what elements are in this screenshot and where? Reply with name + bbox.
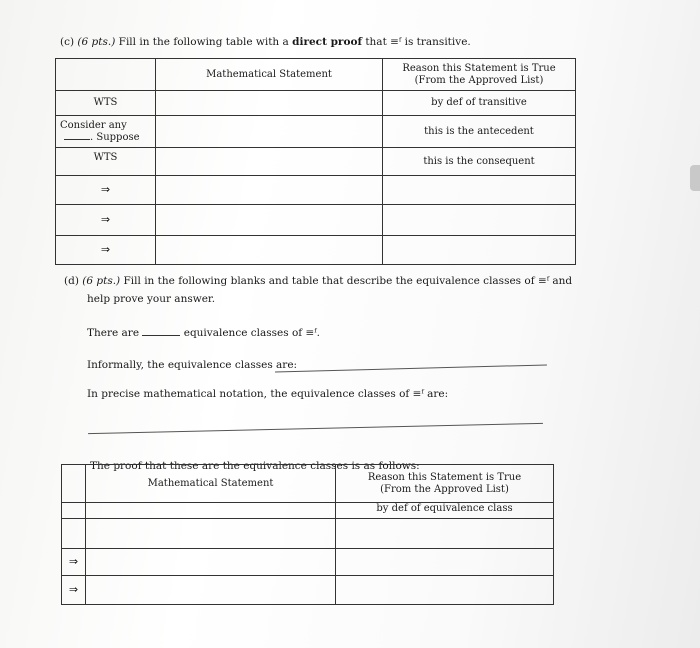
row-label-consider: Consider any xyxy=(60,119,127,131)
implies-arrow-icon: ⇒ xyxy=(56,236,156,265)
reason-cell: by def of equivalence class xyxy=(336,503,554,519)
informally-answer-line[interactable] xyxy=(275,364,547,372)
reason-cell: this is the consequent xyxy=(383,148,576,176)
table-row xyxy=(62,519,554,549)
statement-cell[interactable] xyxy=(156,236,383,265)
part-d-points: (6 pts.) xyxy=(82,275,121,287)
reason-cell[interactable] xyxy=(383,176,576,205)
row-label xyxy=(56,116,156,148)
row-label xyxy=(62,519,86,549)
reason-cell[interactable] xyxy=(383,205,576,236)
implies-arrow-icon: ⇒ xyxy=(56,205,156,236)
precise-label: In precise mathematical notation, the equivalence classes of ≡ᶠ are: xyxy=(87,388,449,400)
there-are-post: equivalence classes of ≡ᶠ. xyxy=(183,327,320,339)
part-c-text-post: that ≡ᶠ is transitive. xyxy=(365,36,471,48)
table-row xyxy=(56,176,576,205)
header-empty-cell xyxy=(62,465,86,503)
precise-answer-line[interactable] xyxy=(88,423,543,434)
part-d-text-line-1: Fill in the following blanks and table that describe the equivalence classes of ≡ᶠ and xyxy=(123,275,573,287)
implies-arrow-icon: ⇒ xyxy=(56,176,156,205)
header-reason-line-1: Reason this Statement is True xyxy=(402,62,556,74)
part-d-label: (d) xyxy=(64,275,79,287)
table-row xyxy=(62,503,554,519)
row-label-suppose: Suppose xyxy=(96,131,140,143)
table-header-row xyxy=(56,59,576,91)
reason-cell[interactable] xyxy=(336,519,554,549)
blank-line[interactable] xyxy=(64,139,90,140)
table-row xyxy=(62,576,554,605)
header-reason xyxy=(336,465,554,503)
reason-cell: by def of transitive xyxy=(383,91,576,116)
statement-cell[interactable] xyxy=(156,148,383,176)
header-reason-line-1: Reason this Statement is True xyxy=(367,471,522,483)
statement-cell[interactable] xyxy=(86,549,336,576)
there-are-pre: There are xyxy=(87,327,140,339)
proof-intro: The proof that these are the equivalence classes is as follows: xyxy=(90,460,420,472)
reason-cell[interactable] xyxy=(336,576,554,605)
header-reason xyxy=(383,59,576,91)
reason-cell: this is the antecedent xyxy=(383,116,576,148)
there-are-line xyxy=(87,327,320,340)
part-c-text-pre: Fill in the following table with a xyxy=(118,36,289,48)
header-empty-cell xyxy=(56,59,156,91)
statement-cell[interactable] xyxy=(86,519,336,549)
row-label: WTS xyxy=(56,148,156,176)
header-statement: Mathematical Statement xyxy=(86,465,336,503)
count-blank[interactable] xyxy=(142,335,180,336)
part-c-proof-table xyxy=(55,58,576,265)
row-label: WTS xyxy=(56,91,156,116)
part-d-proof-table xyxy=(61,464,554,605)
table-row xyxy=(56,148,576,176)
header-reason-line-2: (From the Approved List) xyxy=(380,483,509,495)
statement-cell[interactable] xyxy=(156,205,383,236)
row-label xyxy=(62,503,86,519)
part-c-points: (6 pts.) xyxy=(77,36,116,48)
table-row xyxy=(56,205,576,236)
implies-arrow-icon: ⇒ xyxy=(62,549,86,576)
header-reason-line-2: (From the Approved List) xyxy=(414,74,544,86)
part-d-text-line-2: help prove your answer. xyxy=(87,293,216,305)
table-row xyxy=(56,91,576,116)
part-c-text-bold: direct proof xyxy=(292,36,362,48)
statement-cell[interactable] xyxy=(156,116,383,148)
part-c-heading xyxy=(60,36,471,49)
informally-label: Informally, the equivalence classes are: xyxy=(87,359,298,371)
row-label-suppose-line: . Suppose xyxy=(60,132,151,144)
part-c-label: (c) xyxy=(60,36,75,48)
table-row xyxy=(56,236,576,265)
statement-cell[interactable] xyxy=(156,91,383,116)
reason-cell[interactable] xyxy=(336,549,554,576)
statement-cell[interactable] xyxy=(86,503,336,519)
statement-cell[interactable] xyxy=(156,176,383,205)
implies-arrow-icon: ⇒ xyxy=(62,576,86,605)
reason-cell[interactable] xyxy=(383,236,576,265)
table-row xyxy=(62,549,554,576)
statement-cell[interactable] xyxy=(86,576,336,605)
table-header-row xyxy=(62,465,554,503)
page-edge-clip xyxy=(690,165,700,191)
header-statement: Mathematical Statement xyxy=(156,59,383,91)
table-row xyxy=(56,116,576,148)
part-d-heading xyxy=(64,275,572,288)
